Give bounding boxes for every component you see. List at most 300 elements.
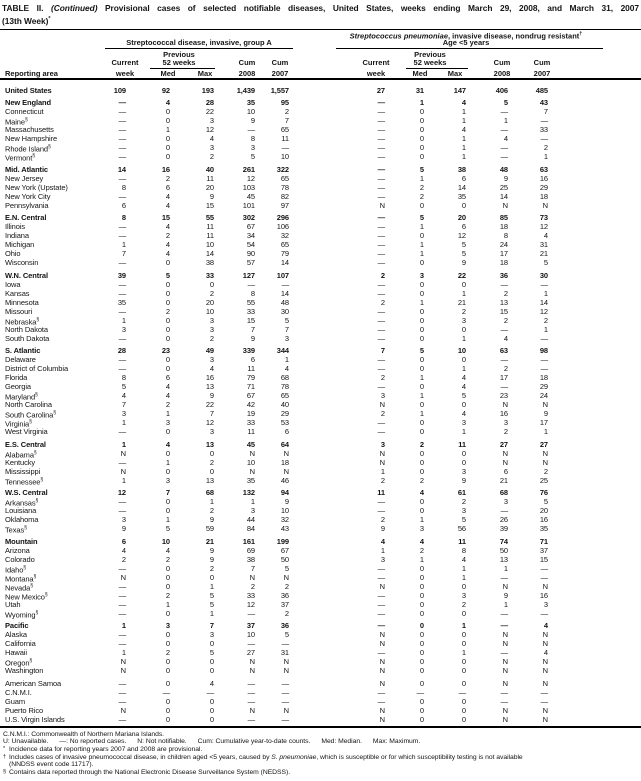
cell-value: 49 [205, 346, 214, 356]
cell-value: 0 [419, 497, 424, 507]
cell-value: 20 [205, 182, 214, 192]
cell-value: 0 [165, 497, 170, 507]
cell-value: 1 [419, 409, 424, 419]
cell-value: 33 [246, 590, 255, 600]
cell-value: — [118, 98, 126, 108]
cell-value: — [377, 231, 385, 241]
footnote-section: § Contains data reported through the National Electronic Disease Surveillance System (NEDSS). [3, 768, 291, 776]
row-margin [550, 715, 641, 724]
cell-value: 103 [242, 182, 255, 192]
row-margin [550, 174, 641, 183]
cell-value: 1 [165, 515, 170, 525]
cell-value: 199 [276, 536, 289, 546]
cell-value: 14 [117, 164, 126, 174]
cell-value: 8 [121, 213, 126, 223]
table-row [0, 174, 641, 183]
reporting-area-label: Nebraska§ [5, 316, 39, 327]
cell-value: 9 [250, 333, 255, 343]
cell-value: 7 [250, 324, 255, 334]
cell-value: 1 [209, 497, 214, 507]
col-header-previous-a: Previous [163, 49, 195, 59]
cell-value: — [118, 563, 126, 573]
table-row [0, 346, 641, 355]
cell-value: — [247, 279, 255, 289]
cell-value: 0 [419, 427, 424, 437]
cell-value: — [118, 639, 126, 649]
cell-value: N [120, 705, 126, 715]
footnote-marker-dagger: † [3, 753, 7, 760]
cell-value: 1 [461, 134, 466, 144]
cell-value: 4 [165, 240, 170, 250]
cell-value: 0 [165, 107, 170, 117]
reporting-area-label: Washington [5, 666, 44, 676]
cell-value: — [118, 714, 126, 724]
cell-value: 1 [543, 427, 548, 437]
cell-value: 2 [209, 506, 214, 516]
footnote-marker-section: § [24, 525, 27, 532]
cell-value: — [118, 608, 126, 618]
reporting-area-label: Mountain [5, 536, 38, 546]
row-margin [550, 307, 641, 316]
cell-value: 5 [543, 497, 548, 507]
cell-value: N [379, 678, 385, 688]
cell-value: 1 [121, 475, 126, 485]
cell-value: 0 [461, 639, 466, 649]
cell-value: 1 [165, 125, 170, 135]
cell-value: N [249, 448, 255, 458]
cell-value: 27 [376, 85, 385, 95]
table-row [0, 373, 641, 382]
cell-value: 7 [121, 249, 126, 259]
cell-value: — [540, 364, 548, 374]
table-row [0, 134, 641, 143]
cell-value: — [377, 687, 385, 697]
legend-item: N: Not notifiable. [137, 738, 187, 746]
cell-value: — [247, 696, 255, 706]
cell-value: 1 [419, 373, 424, 383]
table-row [0, 107, 641, 116]
cell-value: 15 [499, 306, 508, 316]
cell-value: 6 [121, 536, 126, 546]
cell-value: 0 [165, 333, 170, 343]
cell-value: 406 [495, 85, 508, 95]
row-margin [550, 621, 641, 630]
cell-value: N [542, 666, 548, 676]
cell-value: — [281, 687, 289, 697]
cell-value: 2 [165, 400, 170, 410]
col-header-previous-b: Previous [414, 49, 446, 59]
cell-value: 24 [499, 240, 508, 250]
col-header-cum2008-b: Cum [493, 57, 511, 67]
column-gap [291, 334, 345, 343]
table-row [0, 298, 641, 307]
column-gap [291, 382, 345, 391]
table-row [0, 706, 641, 715]
col-header-52weeks-b: 52 weeks [413, 57, 447, 67]
cell-value: 109 [113, 85, 126, 95]
cell-value: 0 [209, 666, 214, 676]
cell-value: 0 [165, 506, 170, 516]
cell-value: N [379, 666, 385, 676]
cell-value: 0 [461, 355, 466, 365]
row-margin [550, 679, 641, 688]
cell-value: 16 [205, 373, 214, 383]
cell-value: 82 [280, 191, 289, 201]
table-row [0, 573, 641, 582]
cell-value: N [542, 678, 548, 688]
cell-value: N [502, 630, 508, 640]
table-title-text: Provisional cases of selected notifiable diseases, United States, weeks ending March 29, 2008, and March 31, 2007 [105, 3, 640, 13]
footnote-dagger: † Includes cases of invasive pneumococcal disease, in children aged <5 years, caused by S. pneumoniae, which is susceptible or for which susceptibility testing is not available [3, 753, 523, 761]
row-margin [550, 458, 641, 467]
cell-value: 1 [121, 315, 126, 325]
cell-value: 0 [419, 333, 424, 343]
legend-item: Max: Maximum. [372, 738, 421, 746]
table-group [0, 621, 641, 675]
cell-value: — [118, 427, 126, 437]
cell-value: 98 [539, 346, 548, 356]
cell-value: N [542, 714, 548, 724]
cell-value: 13 [205, 475, 214, 485]
footnote-marker-section: § [44, 591, 48, 598]
cell-value: N [502, 581, 508, 591]
column-gap [291, 688, 345, 697]
cell-value: 16 [539, 173, 548, 183]
table-row [0, 688, 641, 697]
table-group [0, 165, 641, 210]
cell-value: 302 [242, 213, 255, 223]
reporting-area-label: W.N. Central [5, 270, 48, 280]
reporting-area-label: E.S. Central [5, 439, 46, 449]
cell-value: — [377, 382, 385, 392]
cell-value: — [118, 355, 126, 365]
legend-item: Cum: Cumulative year-to-date counts. [197, 738, 311, 746]
cell-value: 0 [165, 116, 170, 126]
cell-value: 2 [380, 270, 385, 280]
reporting-area-label: Kansas [5, 288, 30, 298]
cell-value: N [502, 705, 508, 715]
table-title-line1 [2, 3, 639, 14]
cell-value: 4 [543, 648, 548, 658]
reporting-area-label: Pennsylvania [5, 200, 49, 210]
cell-value: 7 [165, 488, 170, 498]
cell-value: 32 [280, 231, 289, 241]
cell-value: 33 [246, 418, 255, 428]
cell-value: 3 [419, 524, 424, 534]
cell-value: 5 [165, 524, 170, 534]
cell-value: N [502, 448, 508, 458]
cell-value: — [118, 590, 126, 600]
row-margin [550, 688, 641, 697]
column-gap [291, 440, 345, 449]
cell-value: 85 [499, 213, 508, 223]
cell-value: — [500, 621, 508, 631]
cell-value: 21 [457, 297, 466, 307]
cell-value: N [542, 630, 548, 640]
cell-value: N [502, 657, 508, 667]
cell-value: 4 [461, 373, 466, 383]
cell-value: — [118, 364, 126, 374]
cell-value: 79 [280, 249, 289, 259]
row-margin [550, 346, 641, 355]
cell-value: 9 [461, 258, 466, 268]
cell-value: — [247, 678, 255, 688]
table-row [0, 364, 641, 373]
row-margin [550, 609, 641, 620]
cell-value: 1,557 [270, 85, 289, 95]
cell-value: 1 [543, 324, 548, 334]
cell-value: — [247, 125, 255, 135]
cell-value: 0 [209, 657, 214, 667]
cell-value: 2 [209, 333, 214, 343]
cell-value: 1 [461, 621, 466, 631]
cell-value: 1 [250, 497, 255, 507]
cell-value: — [540, 687, 548, 697]
cell-value: N [379, 657, 385, 667]
row-margin [550, 364, 641, 373]
cell-value: — [500, 279, 508, 289]
cell-value: 9 [121, 524, 126, 534]
cell-value: 10 [280, 152, 289, 162]
cell-value: 79 [246, 373, 255, 383]
cell-value: 12 [246, 599, 255, 609]
cell-value: 1 [461, 572, 466, 582]
cell-value: 7 [284, 116, 289, 126]
reporting-area-label: California [5, 639, 36, 649]
column-gap [291, 307, 345, 316]
cell-value: 1 [543, 152, 548, 162]
cell-value: — [500, 152, 508, 162]
cell-value: N [283, 572, 289, 582]
cell-value: 36 [499, 270, 508, 280]
col-header-med-a: Med [160, 68, 176, 78]
cell-value: 0 [461, 581, 466, 591]
col-header-2007-a: 2007 [271, 68, 289, 78]
cell-value: 4 [503, 134, 508, 144]
cell-value: 9 [503, 590, 508, 600]
cell-value: 0 [419, 705, 424, 715]
cell-value: 0 [461, 630, 466, 640]
cell-value: 9 [209, 545, 214, 555]
table-row [0, 537, 641, 546]
reporting-area-label: Massachusetts [5, 125, 54, 135]
cell-value: 13 [499, 554, 508, 564]
cell-value: 36 [280, 621, 289, 631]
cell-value: 3 [209, 324, 214, 334]
cell-value: 5 [543, 258, 548, 268]
table-row [0, 409, 641, 418]
column-gap [291, 192, 345, 201]
reporting-area-label: U.S. Virgin Islands [5, 714, 65, 724]
cell-value: N [283, 657, 289, 667]
cell-value: 67 [280, 545, 289, 555]
table-group [0, 271, 641, 343]
cell-value: 21 [539, 249, 548, 259]
cell-value: 0 [165, 297, 170, 307]
cell-value: 2 [543, 315, 548, 325]
cell-value: 5 [209, 648, 214, 658]
cell-value: 10 [246, 457, 255, 467]
cell-value: 193 [201, 85, 214, 95]
cell-value: — [377, 222, 385, 232]
cell-value: 46 [280, 475, 289, 485]
cell-value: N [379, 581, 385, 591]
row-margin [550, 382, 641, 391]
table-number: TABLE II. [2, 3, 44, 13]
cell-value: — [540, 563, 548, 573]
table-row [0, 355, 641, 364]
col-header-week-b: week [366, 68, 386, 78]
reporting-area-label: Missouri [5, 306, 33, 316]
reporting-area-label: West Virginia [5, 427, 48, 437]
cell-value: 0 [419, 400, 424, 410]
cell-value: N [120, 448, 126, 458]
cell-value: N [502, 666, 508, 676]
cell-value: — [377, 116, 385, 126]
cell-value: 0 [165, 666, 170, 676]
column-gap [291, 697, 345, 706]
cell-value: 30 [539, 270, 548, 280]
cell-value: 38 [205, 258, 214, 268]
cell-value: 14 [499, 191, 508, 201]
cell-value: 8 [503, 231, 508, 241]
cell-value: 26 [499, 515, 508, 525]
table-row [0, 316, 641, 325]
cell-value: 3 [121, 324, 126, 334]
cell-value: 3 [503, 497, 508, 507]
table-row [0, 639, 641, 648]
column-gap [291, 373, 345, 382]
col-header-cum2007-b: Cum [533, 57, 551, 67]
cell-value: 4 [165, 545, 170, 555]
cell-value: — [377, 497, 385, 507]
cell-value: 3 [461, 466, 466, 476]
reporting-area-label: Arkansas§ [5, 498, 39, 508]
cell-value: 0 [209, 466, 214, 476]
column-gap [291, 524, 345, 535]
cell-value: 0 [165, 563, 170, 573]
table-header [0, 30, 641, 80]
cell-value: 0 [419, 279, 424, 289]
cell-value: — [377, 279, 385, 289]
cell-value: — [500, 125, 508, 135]
footnote-marker-dagger: † [579, 30, 583, 37]
cell-value: 0 [419, 639, 424, 649]
footnote-marker-section: § [30, 582, 33, 589]
reporting-area-label: Mid. Atlantic [5, 164, 49, 174]
row-margin [550, 249, 641, 258]
column-gap [291, 600, 345, 609]
row-margin [550, 183, 641, 192]
footnote-dagger-continued: (NNDSS event code 11717). [9, 761, 94, 769]
cell-value: 23 [161, 346, 170, 356]
column-gap [291, 355, 345, 364]
cell-value: 13 [205, 382, 214, 392]
table-row [0, 564, 641, 573]
cell-value: 0 [419, 657, 424, 667]
cell-value: 5 [419, 164, 424, 174]
reporting-area-label: Tennessee§ [5, 476, 44, 487]
cell-value: 42 [246, 400, 255, 410]
table-row [0, 506, 641, 515]
table-row [0, 679, 641, 688]
cell-value: 6 [461, 173, 466, 183]
cell-value: 3 [209, 116, 214, 126]
cell-value: — [118, 107, 126, 117]
cell-value: 38 [246, 554, 255, 564]
reporting-area-label: Arizona [5, 545, 30, 555]
cell-value: 65 [280, 125, 289, 135]
column-gap [291, 364, 345, 373]
cell-value: 3 [543, 599, 548, 609]
cell-value: 4 [543, 231, 548, 241]
cell-value: 3 [284, 333, 289, 343]
cell-value: 73 [539, 213, 548, 223]
cell-value: 2 [380, 475, 385, 485]
cell-value: 14 [205, 249, 214, 259]
table-group [0, 98, 641, 161]
cell-value: 0 [419, 306, 424, 316]
cell-value: N [542, 657, 548, 667]
table-row [0, 621, 641, 630]
row-margin [550, 488, 641, 497]
cell-value: — [118, 497, 126, 507]
reporting-area-label: Hawaii [5, 648, 27, 658]
cell-value: 2 [284, 107, 289, 117]
cell-value: 24 [539, 391, 548, 401]
cell-value: 127 [242, 270, 255, 280]
column-gap [291, 213, 345, 222]
footnote-cnmi: C.N.M.I.: Commonwealth of Northern Mariana Islands. [3, 730, 165, 738]
reporting-area-label: North Carolina [5, 400, 52, 410]
cell-value: 1 [165, 599, 170, 609]
cell-value: 7 [121, 400, 126, 410]
cell-value: N [542, 639, 548, 649]
cell-value: 65 [280, 240, 289, 250]
cell-value: 2 [250, 581, 255, 591]
cell-value: 0 [461, 608, 466, 618]
cell-value: 2 [284, 581, 289, 591]
footnote-marker-section: § [29, 419, 32, 426]
cell-value: 14 [539, 297, 548, 307]
cell-value: N [379, 200, 385, 210]
cell-value: 0 [461, 705, 466, 715]
cell-value: N [120, 657, 126, 667]
cell-value: 16 [539, 590, 548, 600]
cell-value: 4 [165, 98, 170, 108]
table-row [0, 222, 641, 231]
cell-value: 61 [457, 488, 466, 498]
legend-item: —: No reported cases. [59, 738, 127, 746]
cell-value: 12 [539, 306, 548, 316]
table-row [0, 98, 641, 107]
column-gap [291, 165, 345, 174]
cell-value: 2 [165, 173, 170, 183]
cell-value: 10 [161, 536, 170, 546]
column-gap [291, 555, 345, 564]
column-gap [291, 427, 345, 436]
cell-value: 0 [209, 448, 214, 458]
cell-value: 39 [499, 524, 508, 534]
cell-value: 63 [539, 164, 548, 174]
cell-value: 1 [461, 143, 466, 153]
cell-value: 2 [419, 191, 424, 201]
cell-value: 3 [380, 554, 385, 564]
cell-value: 5 [209, 590, 214, 600]
table-row [0, 213, 641, 222]
cell-value: 71 [539, 536, 548, 546]
cell-value: 16 [539, 515, 548, 525]
